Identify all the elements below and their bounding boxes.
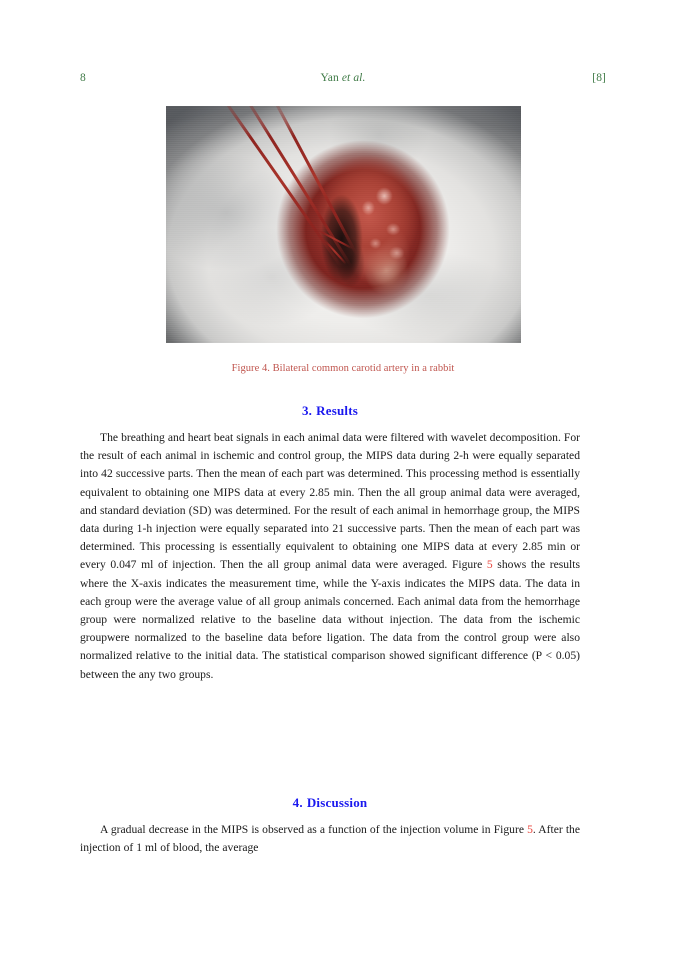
photo-grain-layer <box>166 106 521 343</box>
figure-reference-link[interactable]: 5 <box>527 823 533 836</box>
running-title-author: Yan <box>320 72 342 84</box>
section-heading-results <box>80 403 580 419</box>
section-title: Results <box>316 403 358 418</box>
paragraph-results: The breathing and heart beat signals in each animal data were filtered with wavelet decomposition. For the result of each animal in ischemic and control group, the MIPS data during 2-h were equally separated into 42 successive parts. Then the mean of each part was determined. This processing method is essentially equivalent to obtaining one MIPS data at every 2.85 min. Then the all group animal data were averaged, and standard deviation (SD) was determined. For the result of each animal in hemorrhage group, the MIPS data during 1-h injection were equally separated into 21 successive parts. Then the mean of each part was determined. This processing is essentially equivalent to obtaining one MIPS data at every 2.85 min or every 0.047 ml of injection. Then the all group animal data were averaged. Figure 5 shows the results where the X-axis indicates the measurement time, while the Y-axis indicates the MIPS data. The data in each group were the average value of all group animals concerned. Each animal data from the hemorrhage group were normalized relative to the baseline data without injection. The data from the ischemic groupwere normalized to the baseline data before ligation. The data from the control group were also normalized relative to the initial data. The statistical comparison showed significant difference (P < 0.05) between the any two groups. <box>80 431 580 681</box>
page-bracket-label: [8] <box>592 72 606 84</box>
running-title-etal: et al. <box>341 72 366 84</box>
figure-4-block <box>0 106 686 374</box>
page-number-left: 8 <box>80 72 86 84</box>
figure-4-photograph <box>166 106 521 343</box>
paragraph-discussion: A gradual decrease in the MIPS is observed as a function of the injection volume in Figure 5. After the injection of 1 ml of blood, the average <box>80 823 580 855</box>
figure-4-caption: Figure 4. Bilateral common carotid artery in a rabbit <box>231 363 455 374</box>
running-title <box>80 72 606 84</box>
section-heading-discussion <box>80 795 580 811</box>
section-title: Discussion <box>306 795 368 810</box>
section-number: 4. <box>292 795 303 810</box>
figure-reference-link[interactable]: 5 <box>486 558 493 572</box>
section-number: 3. <box>301 403 313 418</box>
running-head <box>80 70 606 86</box>
